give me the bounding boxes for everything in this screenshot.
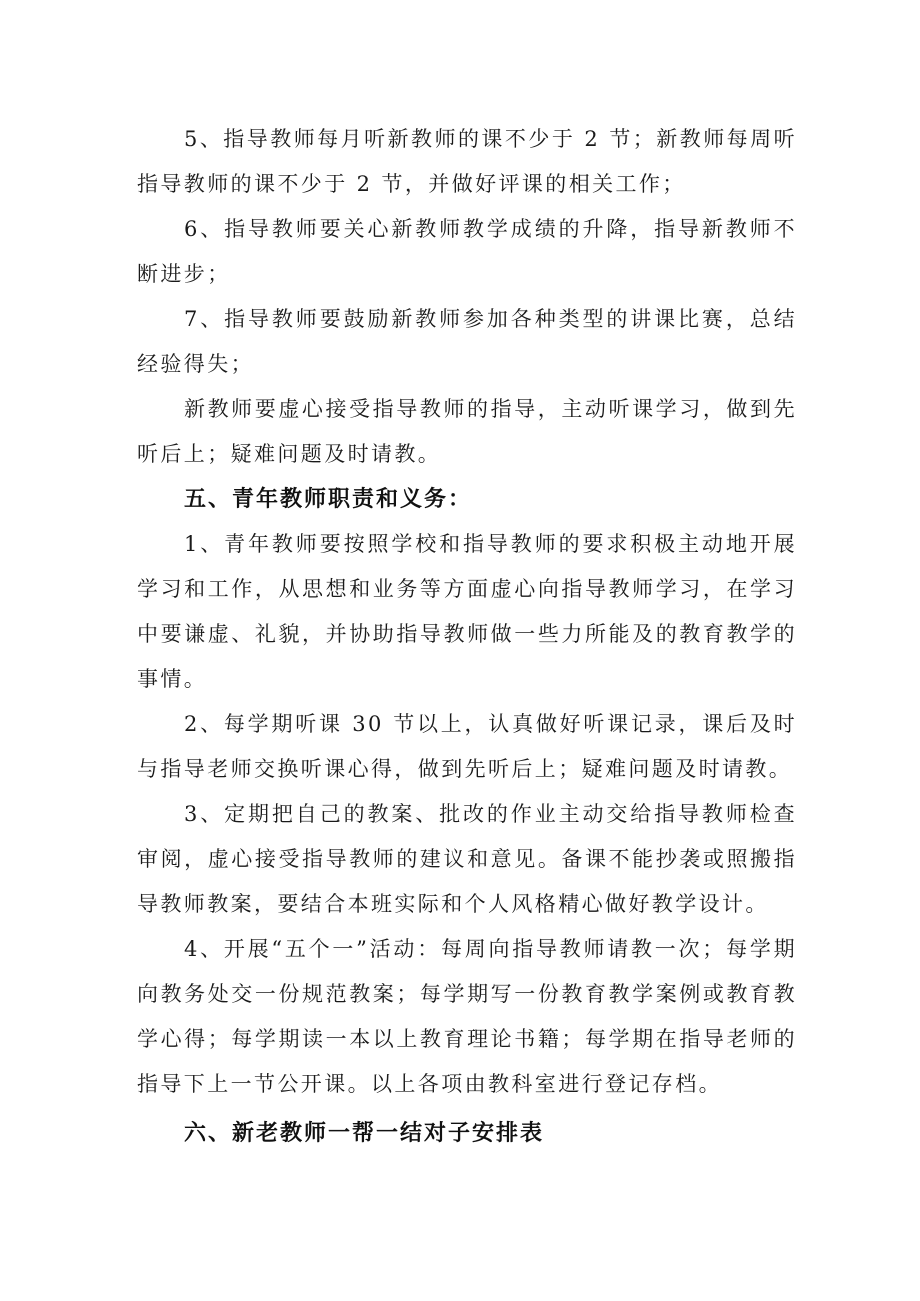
paragraph-youth-4: 4、开展“五个一”活动：每周向指导教师请教一次；每学期向教务处交一份规范教案；每学期写一份教育教学案例或教育教学心得；每学期读一本以上教育理论书籍；每学期在指导老师的指导下上一节公开课。以上各项由教科室进行登记存档。 [137, 937, 797, 1096]
paragraph-youth-2: 2、每学期听课 30 节以上，认真做好听课记录，课后及时与指导老师交换听课心得，做到先听后上；疑难问题及时请教。 [137, 712, 797, 781]
paragraph-new-teacher-duty: 新教师要虚心接受指导教师的指导，主动听课学习，做到先听后上；疑难问题及时请教。 [137, 397, 797, 466]
paragraph-youth-3: 3、定期把自己的教案、批改的作业主动交给指导教师检查审阅，虚心接受指导教师的建议和意见。备课不能抄袭或照搬指导教师教案，要结合本班实际和个人风格精心做好教学设计。 [137, 802, 797, 916]
paragraph-item-7: 7、指导教师要鼓励新教师参加各种类型的讲课比赛，总结经验得失； [137, 307, 797, 376]
paragraph-item-6: 6、指导教师要关心新教师教学成绩的升降，指导新教师不断进步； [137, 217, 797, 286]
section-heading-6: 六、新老教师一帮一结对子安排表 [184, 1121, 545, 1146]
section-heading-5: 五、青年教师职责和义务： [184, 487, 473, 512]
paragraph-item-5: 5、指导教师每月听新教师的课不少于 2 节；新教师每周听指导教师的课不少于 2 节，并做好评课的相关工作； [137, 127, 797, 196]
document-body [137, 117, 797, 1156]
paragraph-youth-1: 1、青年教师要按照学校和指导教师的要求积极主动地开展学习和工作，从思想和业务等方面虚心向指导教师学习，在学习中要谦虚、礼貌，并协助指导教师做一些力所能及的教育教学的事情。 [137, 532, 797, 691]
